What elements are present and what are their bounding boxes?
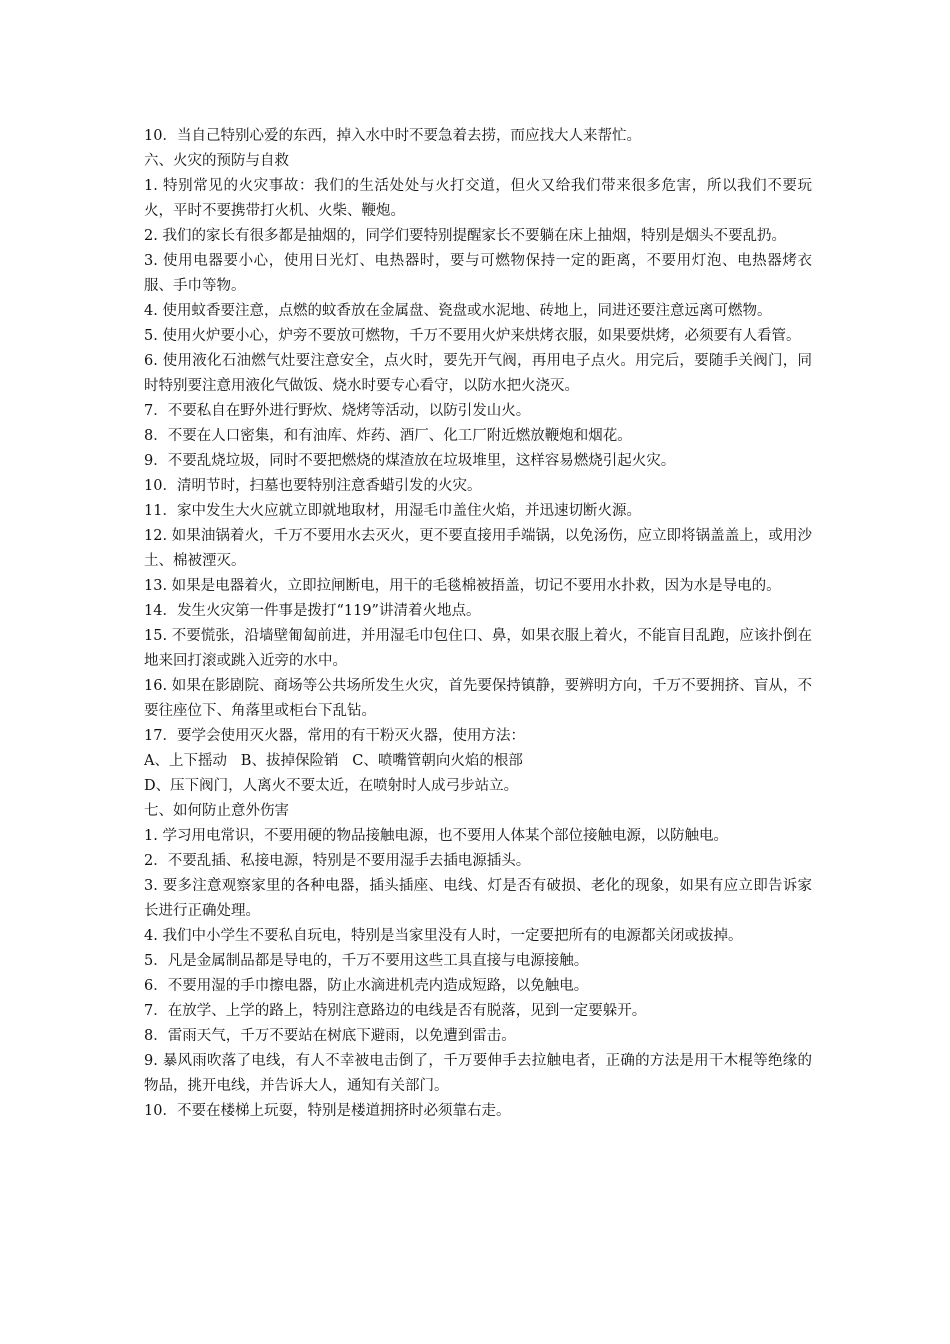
paragraph: 6．不要用湿的手巾擦电器，防止水滴进机壳内造成短路，以免触电。 bbox=[144, 978, 589, 994]
paragraph: 7．在放学、上学的路上，特别注意路边的电线是否有脱落，见到一定要躲开。 bbox=[144, 1003, 647, 1019]
paragraph: 5．凡是金属制品都是导电的，千万不要用这些工具直接与电源接触。 bbox=[144, 953, 589, 969]
paragraph: A、上下摇动 B、拔掉保险销 C、喷嘴管朝向火焰的根部 bbox=[144, 753, 523, 769]
paragraph: 8．雷雨天气，千万不要站在树底下避雨，以免遭到雷击。 bbox=[144, 1028, 516, 1044]
paragraph: 6. 使用液化石油燃气灶要注意安全，点火时，要先开气阀，再用电子点火。用完后，要随手关阀门，同时特别要注意用液化气做饭、烧水时要专心看守，以防水把火浇灭。 bbox=[144, 353, 812, 394]
paragraph: 4. 使用蚊香要注意，点燃的蚊香放在金属盘、瓷盘或水泥地、砖地上，同进还要注意远离可燃物。 bbox=[144, 303, 772, 319]
paragraph: 3. 要多注意观察家里的各种电器，插头插座、电线、灯是否有破损、老化的现象，如果有应立即告诉家长进行正确处理。 bbox=[144, 878, 812, 919]
document-body bbox=[144, 124, 812, 1124]
paragraph: 9. 暴风雨吹落了电线，有人不幸被电击倒了，千万要伸手去拉触电者，正确的方法是用干木棍等绝缘的物品，挑开电线，并告诉大人，通知有关部门。 bbox=[144, 1053, 812, 1094]
paragraph: 2. 我们的家长有很多都是抽烟的，同学们要特别提醒家长不要躺在床上抽烟，特别是烟头不要乱扔。 bbox=[144, 228, 786, 244]
paragraph: 12. 如果油锅着火，千万不要用水去灭火，更不要直接用手端锅，以免汤伤，应立即将锅盖盖上，或用沙土、棉被湮灭。 bbox=[144, 528, 812, 569]
paragraph: 9．不要乱烧垃圾，同时不要把燃烧的煤渣放在垃圾堆里，这样容易燃烧引起火灾。 bbox=[144, 453, 676, 469]
paragraph: 1. 特别常见的火灾事故：我们的生活处处与火打交道，但火又给我们带来很多危害，所以我们不要玩火，平时不要携带打火机、火柴、鞭炮。 bbox=[144, 178, 812, 219]
paragraph: 8．不要在人口密集，和有油库、炸药、酒厂、化工厂附近燃放鞭炮和烟花。 bbox=[144, 428, 632, 444]
paragraph: 10．清明节时，扫墓也要特别注意香蜡引发的火灾。 bbox=[144, 478, 482, 494]
paragraph: 5. 使用火炉要小心，炉旁不要放可燃物，千万不要用火炉来烘烤衣服，如果要烘烤，必须要有人看管。 bbox=[144, 328, 801, 344]
paragraph: 3. 使用电器要小心，使用日光灯、电热器时，要与可燃物保持一定的距离，不要用灯泡、电热器烤衣服、手巾等物。 bbox=[144, 253, 812, 294]
paragraph: 15. 不要慌张，沿墙壁匍匐前进，并用湿毛巾包住口、鼻，如果衣服上着火，不能盲目乱跑，应该扑倒在地来回打滚或跳入近旁的水中。 bbox=[144, 628, 812, 669]
paragraph: 14．发生火灾第一件事是拨打“119”讲清着火地点。 bbox=[144, 603, 481, 619]
section-heading: 六、火灾的预防与自救 bbox=[144, 153, 289, 169]
paragraph: 13. 如果是电器着火，立即拉闸断电，用干的毛毯棉被捂盖，切记不要用水扑救，因为水是导电的。 bbox=[144, 578, 781, 594]
paragraph: 16. 如果在影剧院、商场等公共场所发生火灾，首先要保持镇静，要辨明方向，千万不要拥挤、盲从，不要往座位下、角落里或柜台下乱钻。 bbox=[144, 678, 812, 719]
paragraph: 17．要学会使用灭火器，常用的有干粉灭火器，使用方法： bbox=[144, 728, 525, 744]
paragraph: 10．不要在楼梯上玩耍，特别是楼道拥挤时必须靠右走。 bbox=[144, 1103, 511, 1119]
paragraph: D、压下阀门，人离火不要太近，在喷射时人成弓步站立。 bbox=[144, 778, 519, 794]
paragraph: 11．家中发生大火应就立即就地取材，用湿毛巾盖住火焰，并迅速切断火源。 bbox=[144, 503, 641, 519]
paragraph: 4. 我们中小学生不要私自玩电，特别是当家里没有人时，一定要把所有的电源都关闭或拔掉。 bbox=[144, 928, 743, 944]
section-heading: 七、如何防止意外伤害 bbox=[144, 803, 289, 819]
paragraph: 2．不要乱插、私接电源，特别是不要用湿手去插电源插头。 bbox=[144, 853, 531, 869]
paragraph: 10．当自己特别心爱的东西，掉入水中时不要急着去捞，而应找大人来帮忙。 bbox=[144, 128, 641, 144]
paragraph: 7．不要私自在野外进行野炊、烧烤等活动，以防引发山火。 bbox=[144, 403, 531, 419]
paragraph: 1. 学习用电常识，不要用硬的物品接触电源，也不要用人体某个部位接触电源，以防触电。 bbox=[144, 828, 728, 844]
